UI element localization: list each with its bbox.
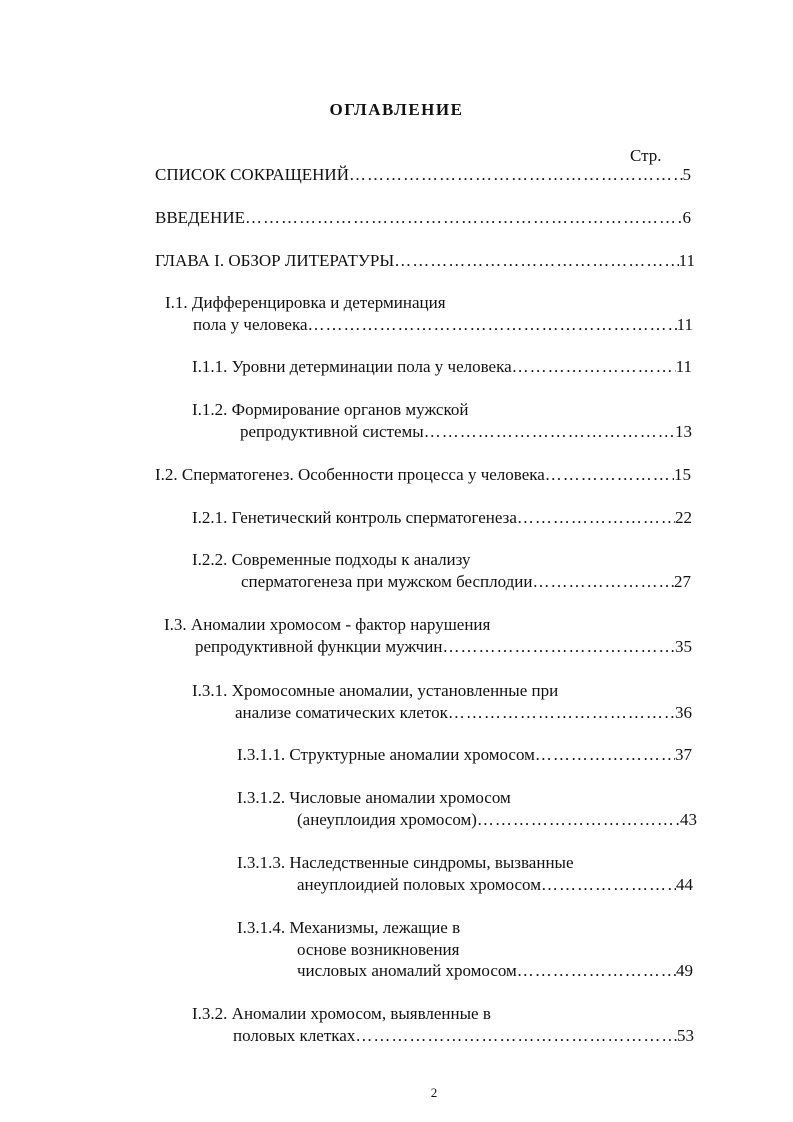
toc-entry-title: репродуктивной системы	[240, 422, 424, 441]
toc-entry-page: 44	[676, 875, 693, 894]
toc-entry-1-3-1-3[interactable]	[297, 875, 693, 895]
toc-entry-introduction[interactable]	[155, 208, 691, 228]
toc-entry-1-2-1[interactable]	[192, 508, 692, 528]
toc-entry-1-1-2[interactable]	[240, 422, 692, 442]
toc-leader	[349, 165, 683, 185]
toc-entry-page: 36	[675, 703, 692, 722]
toc-entry-title: I.2.1. Генетический контроль сперматогенеза	[192, 508, 517, 527]
toc-entry-1-3-1-2[interactable]	[297, 810, 697, 830]
toc-entry-1-3-2[interactable]	[233, 1026, 694, 1046]
toc-leader	[532, 572, 674, 592]
toc-leader	[394, 251, 678, 271]
toc-entry-1-3[interactable]	[195, 637, 692, 657]
toc-entry-title: анализе соматических клеток	[235, 703, 448, 722]
toc-entry-page: 5	[682, 165, 691, 184]
toc-entry-title: СПИСОК СОКРАЩЕНИЙ	[155, 165, 349, 184]
toc-entry-1-1[interactable]	[193, 315, 693, 335]
toc-leader	[424, 422, 675, 442]
toc-entry-title: ВВЕДЕНИЕ	[155, 208, 245, 227]
toc-entry-title: числовых аномалий хромосом	[297, 961, 517, 980]
toc-entry-1-3-1-4[interactable]	[297, 961, 693, 981]
toc-entry-line1: I.3.1.2. Числовые аномалии хромосом	[237, 788, 511, 807]
toc-entry-line1: I.3.1.3. Наследственные синдромы, вызванные	[237, 853, 574, 872]
toc-entry-page: 43	[680, 810, 697, 829]
toc-entry-title: половых клетках	[233, 1026, 356, 1045]
toc-entry-1-3-1[interactable]	[235, 703, 692, 723]
toc-entry-title: пола у человека	[193, 315, 308, 334]
toc-leader	[517, 961, 676, 981]
toc-leader	[541, 875, 676, 895]
toc-entry-1-2[interactable]	[155, 465, 691, 485]
toc-entry-line1: I.3. Аномалии хромосом - фактор нарушения	[164, 615, 491, 634]
toc-leader	[535, 745, 675, 765]
toc-entry-page: 11	[675, 357, 692, 376]
toc-entry-page: 15	[674, 465, 691, 484]
toc-entry-page: 6	[682, 208, 691, 227]
toc-entry-page: 11	[678, 251, 695, 270]
toc-entry-page: 13	[675, 422, 692, 441]
toc-entry-line1: I.3.2. Аномалии хромосом, выявленные в	[192, 1004, 491, 1023]
toc-entry-abbreviations[interactable]	[155, 165, 691, 185]
toc-leader	[355, 1026, 677, 1046]
toc-leader	[477, 810, 680, 830]
toc-entry-page: 22	[675, 508, 692, 527]
toc-leader	[448, 703, 675, 723]
toc-entry-title: I.3.1.1. Структурные аномалии хромосом	[237, 745, 535, 764]
toc-entry-title: I.2. Сперматогенез. Особенности процесса у человека	[155, 465, 545, 484]
toc-leader	[545, 465, 674, 485]
toc-entry-line1: I.1.2. Формирование органов мужской	[192, 400, 469, 419]
toc-entry-title: (анеуплоидия хромосом)	[297, 810, 477, 829]
toc-entry-chapter-1[interactable]	[155, 251, 695, 271]
toc-leader	[308, 315, 677, 335]
page-title: ОГЛАВЛЕНИЕ	[329, 100, 464, 119]
toc-entry-line1: I.3.1.4. Механизмы, лежащие в	[237, 918, 461, 937]
toc-entry-page: 37	[675, 745, 692, 764]
toc-leader	[245, 208, 683, 228]
toc-entry-title: сперматогенеза при мужском бесплодии	[241, 572, 533, 591]
page-column-label: Стр.	[630, 146, 662, 165]
toc-entry-line1: I.3.1. Хромосомные аномалии, установленные при	[192, 681, 559, 700]
toc-entry-line1: I.1. Дифференцировка и детерминация	[165, 293, 446, 312]
toc-entry-1-1-1[interactable]	[192, 357, 692, 377]
page-number: 2	[430, 1085, 438, 1100]
toc-entry-page: 49	[676, 961, 693, 980]
toc-entry-page: 11	[676, 315, 693, 334]
toc-entry-line2: основе возникновения	[297, 940, 460, 959]
toc-entry-1-3-1-1[interactable]	[237, 745, 692, 765]
toc-leader	[512, 357, 676, 377]
toc-entry-title: I.1.1. Уровни детерминации пола у человека	[192, 357, 512, 376]
toc-entry-line1: I.2.2. Современные подходы к анализу	[192, 550, 471, 569]
toc-entry-title: анеуплоидией половых хромосом	[297, 875, 541, 894]
toc-entry-title: ГЛАВА I. ОБЗОР ЛИТЕРАТУРЫ	[155, 251, 395, 270]
toc-entry-page: 53	[677, 1026, 694, 1045]
toc-entry-1-2-2[interactable]	[241, 572, 691, 592]
toc-entry-title: репродуктивной функции мужчин	[195, 637, 443, 656]
toc-entry-page: 27	[674, 572, 691, 591]
toc-leader	[517, 508, 675, 528]
toc-leader	[442, 637, 675, 657]
toc-entry-page: 35	[675, 637, 692, 656]
